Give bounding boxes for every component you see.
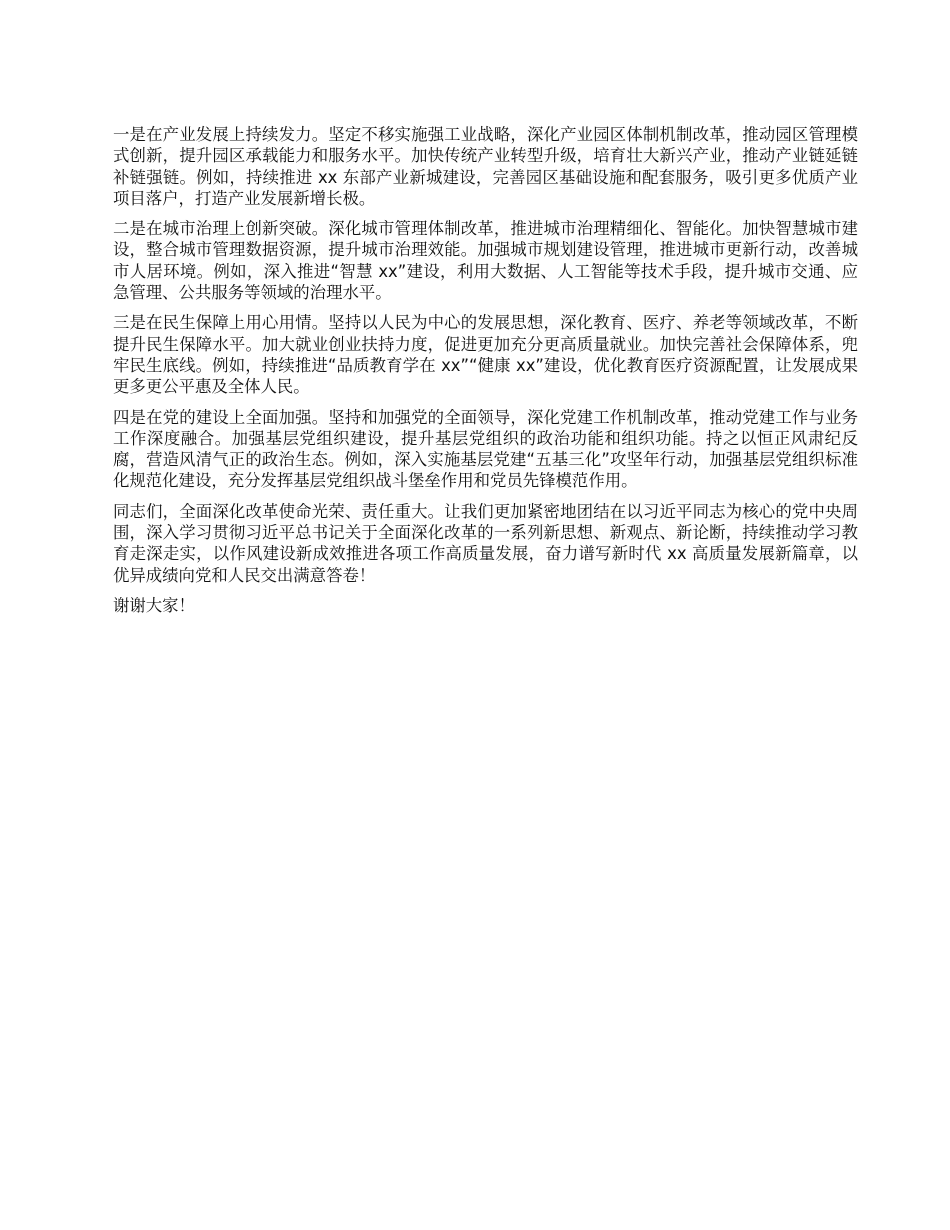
paragraph-party-building: 四是在党的建设上全面加强。坚持和加强党的全面领导，深化党建工作机制改革，推动党建工作与业务工作深度融合。加强基层党组织建设，提升基层党组织的政治功能和组织功能。持之以恒正风肃纪反腐，营造风清气正的政治生态。例如，深入实施基层党建“五基三化”攻坚年行动，加强基层党组织标准化规范化建设，充分发挥基层党组织战斗堡垒作用和党员先锋模范作用。 [113, 407, 858, 491]
paragraph-thanks: 谢谢大家！ [113, 595, 195, 615]
paragraph-industry: 一是在产业发展上持续发力。坚定不移实施强工业战略，深化产业园区体制机制改革，推动园区管理模式创新，提升园区承载能力和服务水平。加快传统产业转型升级，培育壮大新兴产业，推动产业链延链补链强链。例如，持续推进 xx 东部产业新城建设，完善园区基础设施和配套服务，吸引更多优质产业项目落户，打造产业发展新增长极。 [113, 125, 858, 208]
paragraph-livelihood: 三是在民生保障上用心用情。坚持以人民为中心的发展思想，深化教育、医疗、养老等领域改革，不断提升民生保障水平。加大就业创业扶持力度，促进更加充分更高质量就业。加快完善社会保障体系，兜牢民生底线。例如，持续推进“品质教育学在 xx”“健康 xx”建设，优化教育医疗资源配置，让发展成果更多更公平惠及全体人民。 [113, 313, 858, 397]
paragraph-conclusion: 同志们，全面深化改革使命光荣、责任重大。让我们更加紧密地团结在以习近平同志为核心的党中央周围，深入学习贯彻习近平总书记关于全面深化改革的一系列新思想、新观点、新论断，持续推动学习教育走深走实，以作风建设新成效推进各项工作高质量发展，奋力谱写新时代 xx 高质量发展新篇章，以优异成绩向党和人民交出满意答卷！ [113, 501, 858, 585]
document-body [113, 124, 858, 625]
paragraph-urban-governance: 二是在城市治理上创新突破。深化城市管理体制改革，推进城市治理精细化、智能化。加快智慧城市建设，整合城市管理数据资源，提升城市治理效能。加强城市规划建设管理，推进城市更新行动，改善城市人居环境。例如，深入推进“智慧 xx”建设，利用大数据、人工智能等技术手段，提升城市交通、应急管理、公共服务等领域的治理水平。 [113, 219, 858, 303]
